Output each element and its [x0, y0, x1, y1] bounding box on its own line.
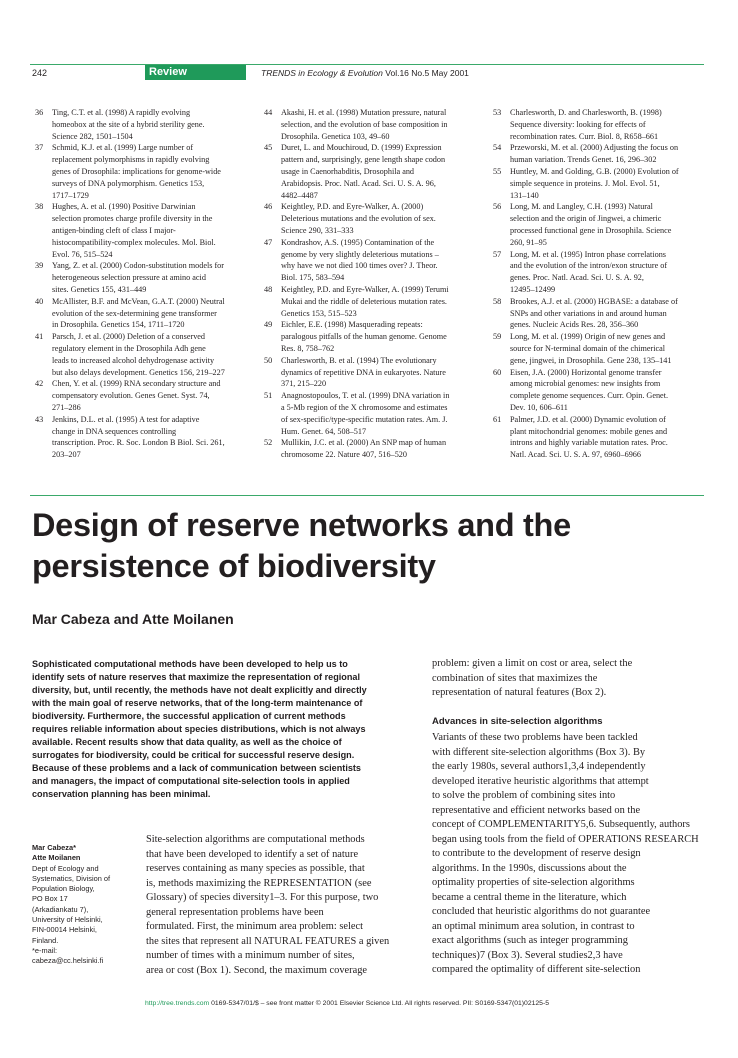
reference-item	[493, 296, 708, 331]
reference-text: Ting, C.T. et al. (1998) A rapidly evolving homeobox at the site of a hybrid sterility gene. Science 282, 1501–1504	[52, 108, 205, 141]
reference-number: 50	[264, 355, 273, 365]
reference-item	[35, 296, 250, 331]
reference-item	[493, 142, 708, 166]
reference-number: 52	[264, 438, 273, 448]
reference-text: Przeworski, M. et al. (2000) Adjusting the focus on human variation. Trends Genet. 16, 296–302	[510, 143, 679, 165]
reference-number: 51	[264, 391, 273, 401]
reference-item	[264, 142, 484, 201]
affiliation-line: Finland.	[32, 935, 59, 945]
reference-text: Chen, Y. et al. (1999) RNA secondary structure and compensatory evolution. Genes Genet. Syst. 74, 271–286	[52, 379, 221, 412]
reference-number: 40	[35, 296, 44, 306]
reference-item	[264, 437, 484, 461]
reference-text: Parsch, J. et al. (2000) Deletion of a conserved regulatory element in the Drosophila Adh gene leads to increased alcohol dehydrogenase activity but also delays development. Genetics 156, 219–227	[52, 332, 225, 377]
author-name: Atte Moilanen	[32, 853, 81, 863]
reference-column-2	[264, 107, 484, 461]
reference-item	[493, 107, 708, 142]
reference-number: 59	[493, 332, 502, 342]
affiliation-line: University of Helsinki,	[32, 915, 103, 925]
reference-text: Duret, L. and Mouchiroud, D. (1999) Expression pattern and, surprisingly, gene length shape codon usage in Caenorhabditis, Drosophila and Arabidopsis. Proc. Natl. Acad. Sci. U. S. A. 96, 4482–4487	[281, 143, 446, 200]
affiliation-line: Dept of Ecology and	[32, 863, 99, 873]
reference-text: Eichler, E.E. (1998) Masquerading repeats: paralogous pitfalls of the human genome. Genome Res. 8, 758–762	[281, 320, 447, 353]
reference-item	[35, 414, 250, 461]
journal-volume: Vol.16 No.5 May 2001	[385, 68, 469, 78]
reference-number: 60	[493, 367, 502, 377]
reference-number: 47	[264, 237, 273, 247]
affiliation-line: PO Box 17	[32, 894, 68, 904]
header-rule	[30, 64, 704, 65]
reference-number: 44	[264, 108, 273, 117]
reference-number: 41	[35, 332, 44, 342]
reference-number: 43	[35, 414, 44, 424]
reference-number: 46	[264, 202, 273, 212]
section-rule	[30, 495, 704, 496]
reference-item	[35, 201, 250, 260]
reference-number: 49	[264, 320, 273, 330]
affiliation-line: FIN-00014 Helsinki,	[32, 925, 97, 935]
reference-item	[264, 319, 484, 354]
reference-item	[35, 331, 250, 378]
reference-text: Huntley, M. and Golding, G.B. (2000) Evolution of simple sequence in proteins. J. Mol. Evol. 51, 131–140	[510, 166, 679, 200]
abstract: Sophisticated computational methods have been developed to help us to identify sets of nature reserves that maximize the representation of regional diversity, but, until recently, the methods have not dealt explicitly and directly with the main goal of reserve networks, that of the long-term maintenance of biodiversity. Furthermore, the successful application of current methods requires reliable information about species distributions, which is not always available. Recent results show that data quality, as well as the choice of surrogates for biodiversity, could be critical for successful reserve design. Because of these problems and a lack of communication between scientists and managers, the impact of computational site-selection tools in applied conservation planning has been minimal.	[32, 659, 367, 799]
reference-text: Charlesworth, D. and Charlesworth, B. (1998) Sequence diversity: looking for effects of recombination rates. Curr. Biol. 8, R658–661	[510, 108, 662, 141]
reference-item	[35, 378, 250, 413]
reference-item	[35, 260, 250, 295]
reference-text: Long, M. and Langley, C.H. (1993) Natural selection and the origin of Jingwei, a chimeric processed functional gene in Drosophila. Science 260, 91–95	[510, 202, 672, 247]
journal-name: TRENDS in Ecology & Evolution	[261, 68, 383, 78]
body-text-column-1: Site-selection algorithms are computational methods that have been developed to identify a set of nature reserves containing as many species as possible, that is, methods maximizing the REPRESENTATION (see Glossary) of species diversity1–3. For this purpose, two general representation problems have been formulated. First, the minimum area problem: select the sites that represent all NATURAL FEATURES a given number of times with a minimum number of sites, area or cost (Box 1). Second, the maximum coverage	[146, 834, 390, 976]
reference-text: Hughes, A. et al. (1990) Positive Darwinian selection promotes charge profile diversity in the antigen-binding cleft of class I major- histocompatibility-complex molecules. Mol. Biol. Evol. 76, 515–524	[52, 202, 216, 259]
affiliation-line: Population Biology,	[32, 884, 95, 894]
reference-text: Palmer, J.D. et al. (2000) Dynamic evolution of plant mitochondrial genomes: mobile genes and introns and highly variable mutation rates. Proc. Natl. Acad. Sci. U. S. A. 97, 6960–6966	[510, 414, 668, 460]
reference-item	[264, 355, 484, 390]
reference-text: Keightley, P.D. and Eyre-Walker, A. (1999) Terumi Mukai and the riddle of deleterious mutation rates. Genetics 153, 515–523	[281, 284, 449, 318]
reference-number: 58	[493, 296, 502, 306]
reference-text: Long, M. et al. (1995) Intron phase correlations and the evolution of the intron/exon structure of genes. Proc. Natl. Acad. Sci. U. S. A. 92, 12495–12499	[510, 249, 668, 294]
reference-number: 45	[264, 143, 273, 153]
reference-text: Charlesworth, B. et al. (1994) The evolutionary dynamics of repetitive DNA in eukaryotes. Nature 371, 215–220	[281, 355, 446, 389]
reference-item	[493, 166, 708, 201]
section-subheading: Advances in site-selection algorithms	[432, 716, 603, 727]
page-footer	[145, 1000, 549, 1007]
reference-text: Eisen, J.A. (2000) Horizontal genome transfer among microbial genomes: new insights from complete genome sequences. Curr. Opin. Genet. Dev. 10, 606–611	[510, 367, 669, 412]
reference-text: Long, M. et al. (1999) Origin of new genes and source for N-terminal domain of the chimerical gene, jingwei, in Drosophila. Gene 238, 135–141	[510, 332, 672, 365]
affiliation-line: Systematics, Division of	[32, 873, 111, 883]
reference-item	[493, 201, 708, 248]
reference-column-1	[35, 107, 250, 461]
reference-item	[493, 367, 708, 414]
reference-number: 61	[493, 414, 502, 424]
reference-number: 39	[35, 261, 44, 271]
reference-number: 53	[493, 108, 502, 117]
page-number: 242	[32, 68, 48, 78]
article-title: Design of reserve networks and the persistence of biodiversity	[32, 507, 571, 584]
journal-header	[261, 68, 469, 78]
reference-item	[264, 201, 484, 236]
reference-text: Brookes, A.J. et al. (2000) HGBASE: a database of SNPs and other variations in and around human genes. Nucleic Acids Res. 28, 356–360	[510, 296, 678, 330]
reference-item	[493, 414, 708, 461]
reference-number: 36	[35, 108, 44, 117]
reference-item	[35, 142, 250, 201]
reference-text: Schmid, K.J. et al. (1999) Large number of replacement polymorphisms in rapidly evolving genes of Drosophila: implications for genome-wide surveys of DNA polymorphism. Genetics 153, 1717–1729	[52, 143, 221, 200]
body-text-column-2: Variants of these two problems have been tackled with different site-selection algorithms (Box 3). By the early 1980s, several authors1,3,4 independently developed iterative heuristic algorithms that attempt to solve the problem of combining sites into representative and efficient networks based on the concept of COMPLEMENTARITY5,6. Subsequently, authors began using tools from the field of OPERATIONS RESEARCH to contribute to the development of reserve design algorithms. In the 1990s, discussions about the optimality properties of site-selection algorithms became a central theme in the literature, which concluded that heuristic algorithms do not guarantee an optimal minimum area solution, in contrast to exact algorithms (such as integer programming techniques)7 (Box 3). Several studies2,3 have compared the optimality of different site-selection	[432, 732, 699, 975]
reference-item	[493, 249, 708, 296]
reference-item	[35, 107, 250, 142]
reference-column-3	[493, 107, 708, 461]
reference-number: 42	[35, 379, 44, 389]
reference-text: Mullikin, J.C. et al. (2000) An SNP map of human chromosome 22. Nature 407, 516–520	[281, 438, 447, 460]
reference-number: 54	[493, 143, 502, 153]
footer-copyright: 0169-5347/01/$ – see front matter © 2001 Elsevier Science Ltd. All rights reserved. PII: S0169-5347(01)02125-5	[209, 1000, 550, 1007]
reference-text: Keightley, P.D. and Eyre-Walker, A. (2000) Deleterious mutations and the evolution of sex. Science 290, 331–333	[281, 202, 436, 235]
section-label: Review	[145, 65, 246, 80]
article-authors: Mar Cabeza and Atte Moilanen	[32, 611, 234, 627]
reference-number: 57	[493, 249, 502, 259]
reference-item	[493, 331, 708, 366]
body-text-column-2-top: problem: given a limit on cost or area, select the combination of sites that maximizes the representation of natural features (Box 2).	[432, 658, 633, 698]
reference-text: Anagnostopoulos, T. et al. (1999) DNA variation in a 5-Mb region of the X chromosome and estimates of sex-specific/type-specific mutation rates. Am. J. Hum. Genet. 64, 508–517	[281, 391, 450, 436]
author-name: Mar Cabeza*	[32, 843, 76, 852]
reference-number: 48	[264, 284, 273, 294]
affiliation-line: *e-mail:	[32, 945, 58, 955]
author-affiliation	[32, 843, 122, 967]
author-email[interactable]: cabeza@cc.helsinki.fi	[32, 956, 104, 966]
reference-item	[264, 390, 484, 437]
journal-url-link[interactable]: http://tree.trends.com	[145, 1000, 210, 1007]
reference-number: 56	[493, 202, 502, 212]
reference-text: McAllister, B.F. and McVean, G.A.T. (2000) Neutral evolution of the sex-determining gene transformer in Drosophila. Genetics 154, 1711–1720	[52, 296, 225, 330]
reference-item	[264, 107, 484, 142]
reference-text: Kondrashov, A.S. (1995) Contamination of the genome by very slightly deleterious mutations – why have we not died 100 times over? J. Theor. Biol. 175, 583–594	[281, 237, 439, 283]
reference-text: Yang, Z. et al. (2000) Codon-substitution models for heterogeneous selection pressure at amino acid sites. Genetics 155, 431–449	[52, 261, 225, 294]
affiliation-line: (Arkadiankatu 7),	[32, 904, 89, 914]
reference-number: 38	[35, 202, 44, 212]
reference-text: Jenkins, D.L. et al. (1995) A test for adaptive change in DNA sequences controlling transcription. Proc. R. Soc. London B Biol. Sci. 261, 203–207	[52, 414, 225, 460]
reference-number: 37	[35, 143, 44, 153]
reference-text: Akashi, H. et al. (1998) Mutation pressure, natural selection, and the evolution of base composition in Drosophila. Genetica 103, 49–60	[281, 108, 448, 141]
reference-item	[264, 284, 484, 319]
reference-item	[264, 237, 484, 284]
reference-number: 55	[493, 166, 502, 176]
